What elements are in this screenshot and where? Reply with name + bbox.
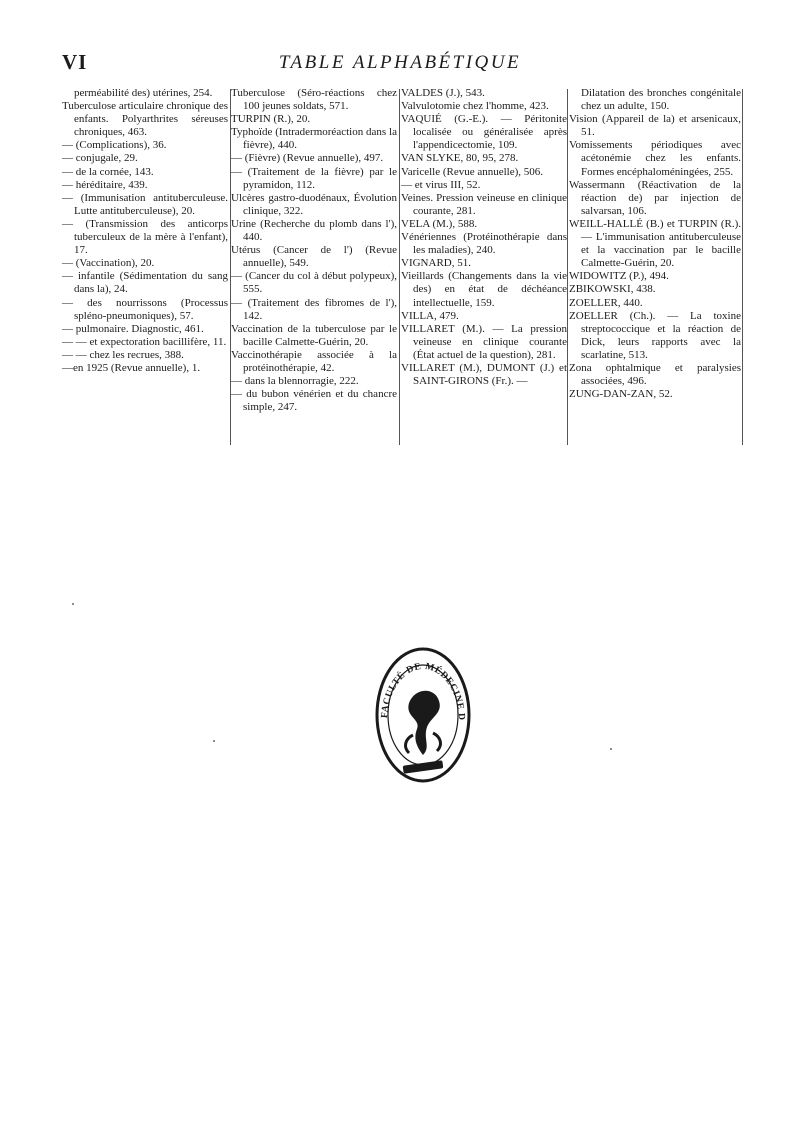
index-entry: — et virus III, 52. [401,178,481,191]
index-entry: ZBIKOWSKI, 438. [569,283,656,296]
paper-speck [610,748,612,750]
index-entry: Utérus (Cancer de l') (Revue annuelle), 549. [231,244,397,270]
index-entry: WEILL-HALLÉ (B.) et TURPIN (R.). — L'immunisation antituberculeuse et la vaccination par le bacille Calmette-Guérin, 20. [569,217,741,270]
index-entry: VIGNARD, 51. [401,257,471,270]
index-entry: Dilatation des bronches congénitale chez un adulte, 150. [581,87,741,113]
index-entry: — (Traitement des fibromes de l'), 142. [231,296,397,322]
index-entry: Typhoïde (Intradermoréaction dans la fièvre), 440. [231,126,397,152]
index-entry: — (Vaccination), 20. [62,257,155,270]
index-entry: WIDOWITZ (P.), 494. [569,270,669,283]
index-entry: Veines. Pression veineuse en clinique courante, 281. [401,191,567,217]
index-entry: — héréditaire, 439. [62,178,148,191]
index-entry: Vénériennes (Protéinothérapie dans les maladies), 240. [401,231,567,257]
index-entry: — de la cornée, 143. [62,165,154,178]
index-entry: — — et expectoration bacillifère, 11. [62,335,227,348]
running-title: TABLE ALPHABÉTIQUE [278,52,522,73]
index-entry: — (Immunisation antituberculeuse. Lutte antituberculeuse), 20. [62,191,228,217]
index-entry: — du bubon vénérien et du chancre simple, 247. [231,388,397,414]
index-column-4 [569,87,741,401]
index-entry: Vieillards (Changements dans la vie des) en état de déchéance intellectuelle, 159. [401,270,567,309]
index-entry: VALDES (J.), 543. [401,87,485,99]
index-entry: VILLARET (M.), DUMONT (J.) et SAINT-GIRONS (Fr.). — [401,361,567,388]
column-rule [567,89,568,445]
index-entry: ZOELLER, 440. [569,296,643,309]
index-entry: ZOELLER (Ch.). — La toxine streptococcique et la réaction de Dick, leurs rapports avec la scarlatine, 513. [569,309,741,361]
index-entry: VILLARET (M.). — La pression veineuse en clinique courante (État actuel de la question), 281. [401,322,567,361]
paper-speck [72,603,74,605]
index-entry: Valvulotomie chez l'homme, 423. [401,100,549,113]
index-entry: Vomissements périodiques avec acétonémie chez les enfants. Formes encéphaloméningées, 255. [569,139,741,178]
index-entry: — (Cancer du col à début polypeux), 555. [231,270,397,296]
index-entry: — infantile (Sédimentation du sang dans la), 24. [62,270,228,296]
index-column-2 [231,87,397,414]
index-entry: Vaccination de la tuberculose par le bacille Calmette-Guérin, 20. [231,322,397,348]
index-entry: — (Transmission des anticorps tuberculeux de la mère à l'enfant), 17. [62,217,228,257]
paper-speck [213,740,215,742]
stamp-seal-icon [373,643,473,783]
index-entry: — — chez les recrues, 388. [62,348,184,361]
index-entry: — (Fièvre) (Revue annuelle), 497. [231,152,384,165]
index-column-3 [401,87,567,388]
index-entry: Tuberculose (Séro-réactions chez 100 jeunes soldats, 571. [231,87,397,113]
index-entry: — dans la blennorragie, 222. [231,375,359,388]
index-entry: Zona ophtalmique et paralysies associées, 496. [569,361,741,388]
index-entry: Urine (Recherche du plomb dans l'), 440. [231,217,397,244]
index-entry: ZUNG-DAN-ZAN, 52. [569,388,673,401]
index-entry: VAQUIÉ (G.-E.). — Péritonite localisée ou généralisée après l'appendicectomie, 109. [401,113,567,152]
index-column-1 [62,87,228,375]
library-stamp [373,643,473,783]
index-entry: — conjugale, 29. [62,152,138,165]
column-rule [399,89,400,445]
index-entry: Varicelle (Revue annuelle), 506. [401,165,544,178]
index-entry: TURPIN (R.), 20. [231,113,311,126]
index-entry: VILLA, 479. [401,309,459,322]
index-entry: —en 1925 (Revue annuelle), 1. [62,361,201,374]
index-entry: VAN SLYKE, 80, 95, 278. [401,152,519,165]
index-columns [60,87,740,457]
index-entry: Ulcères gastro-duodénaux, Évolution clinique, 322. [231,191,397,217]
column-rule [742,89,743,445]
index-entry: — (Traitement de la fièvre) par le pyramidon, 112. [231,165,397,191]
index-entry: — (Complications), 36. [62,139,167,152]
stamp-legend: FACULTÉ DE MÉDECINE D [380,661,467,721]
index-entry: Vision (Appareil de la) et arsenicaux, 51. [569,113,741,139]
index-entry: — des nourrissons (Processus spléno-pneumoniques), 57. [62,296,228,322]
index-entry: Tuberculose articulaire chronique des enfants. Polyarthrites séreuses chroniques, 463. [62,100,228,139]
index-entry: VELA (M.), 588. [401,217,478,230]
index-entry: Vaccinothérapie associée à la protéinothérapie, 42. [231,348,397,374]
index-entry: — pulmonaire. Diagnostic, 461. [62,322,204,335]
page-number: VI [62,50,88,74]
index-entry: Wassermann (Réactivation de la réaction de) par injection de salvarsan, 106. [569,178,741,217]
index-entry: perméabilité des) utérines, 254. [74,87,213,99]
